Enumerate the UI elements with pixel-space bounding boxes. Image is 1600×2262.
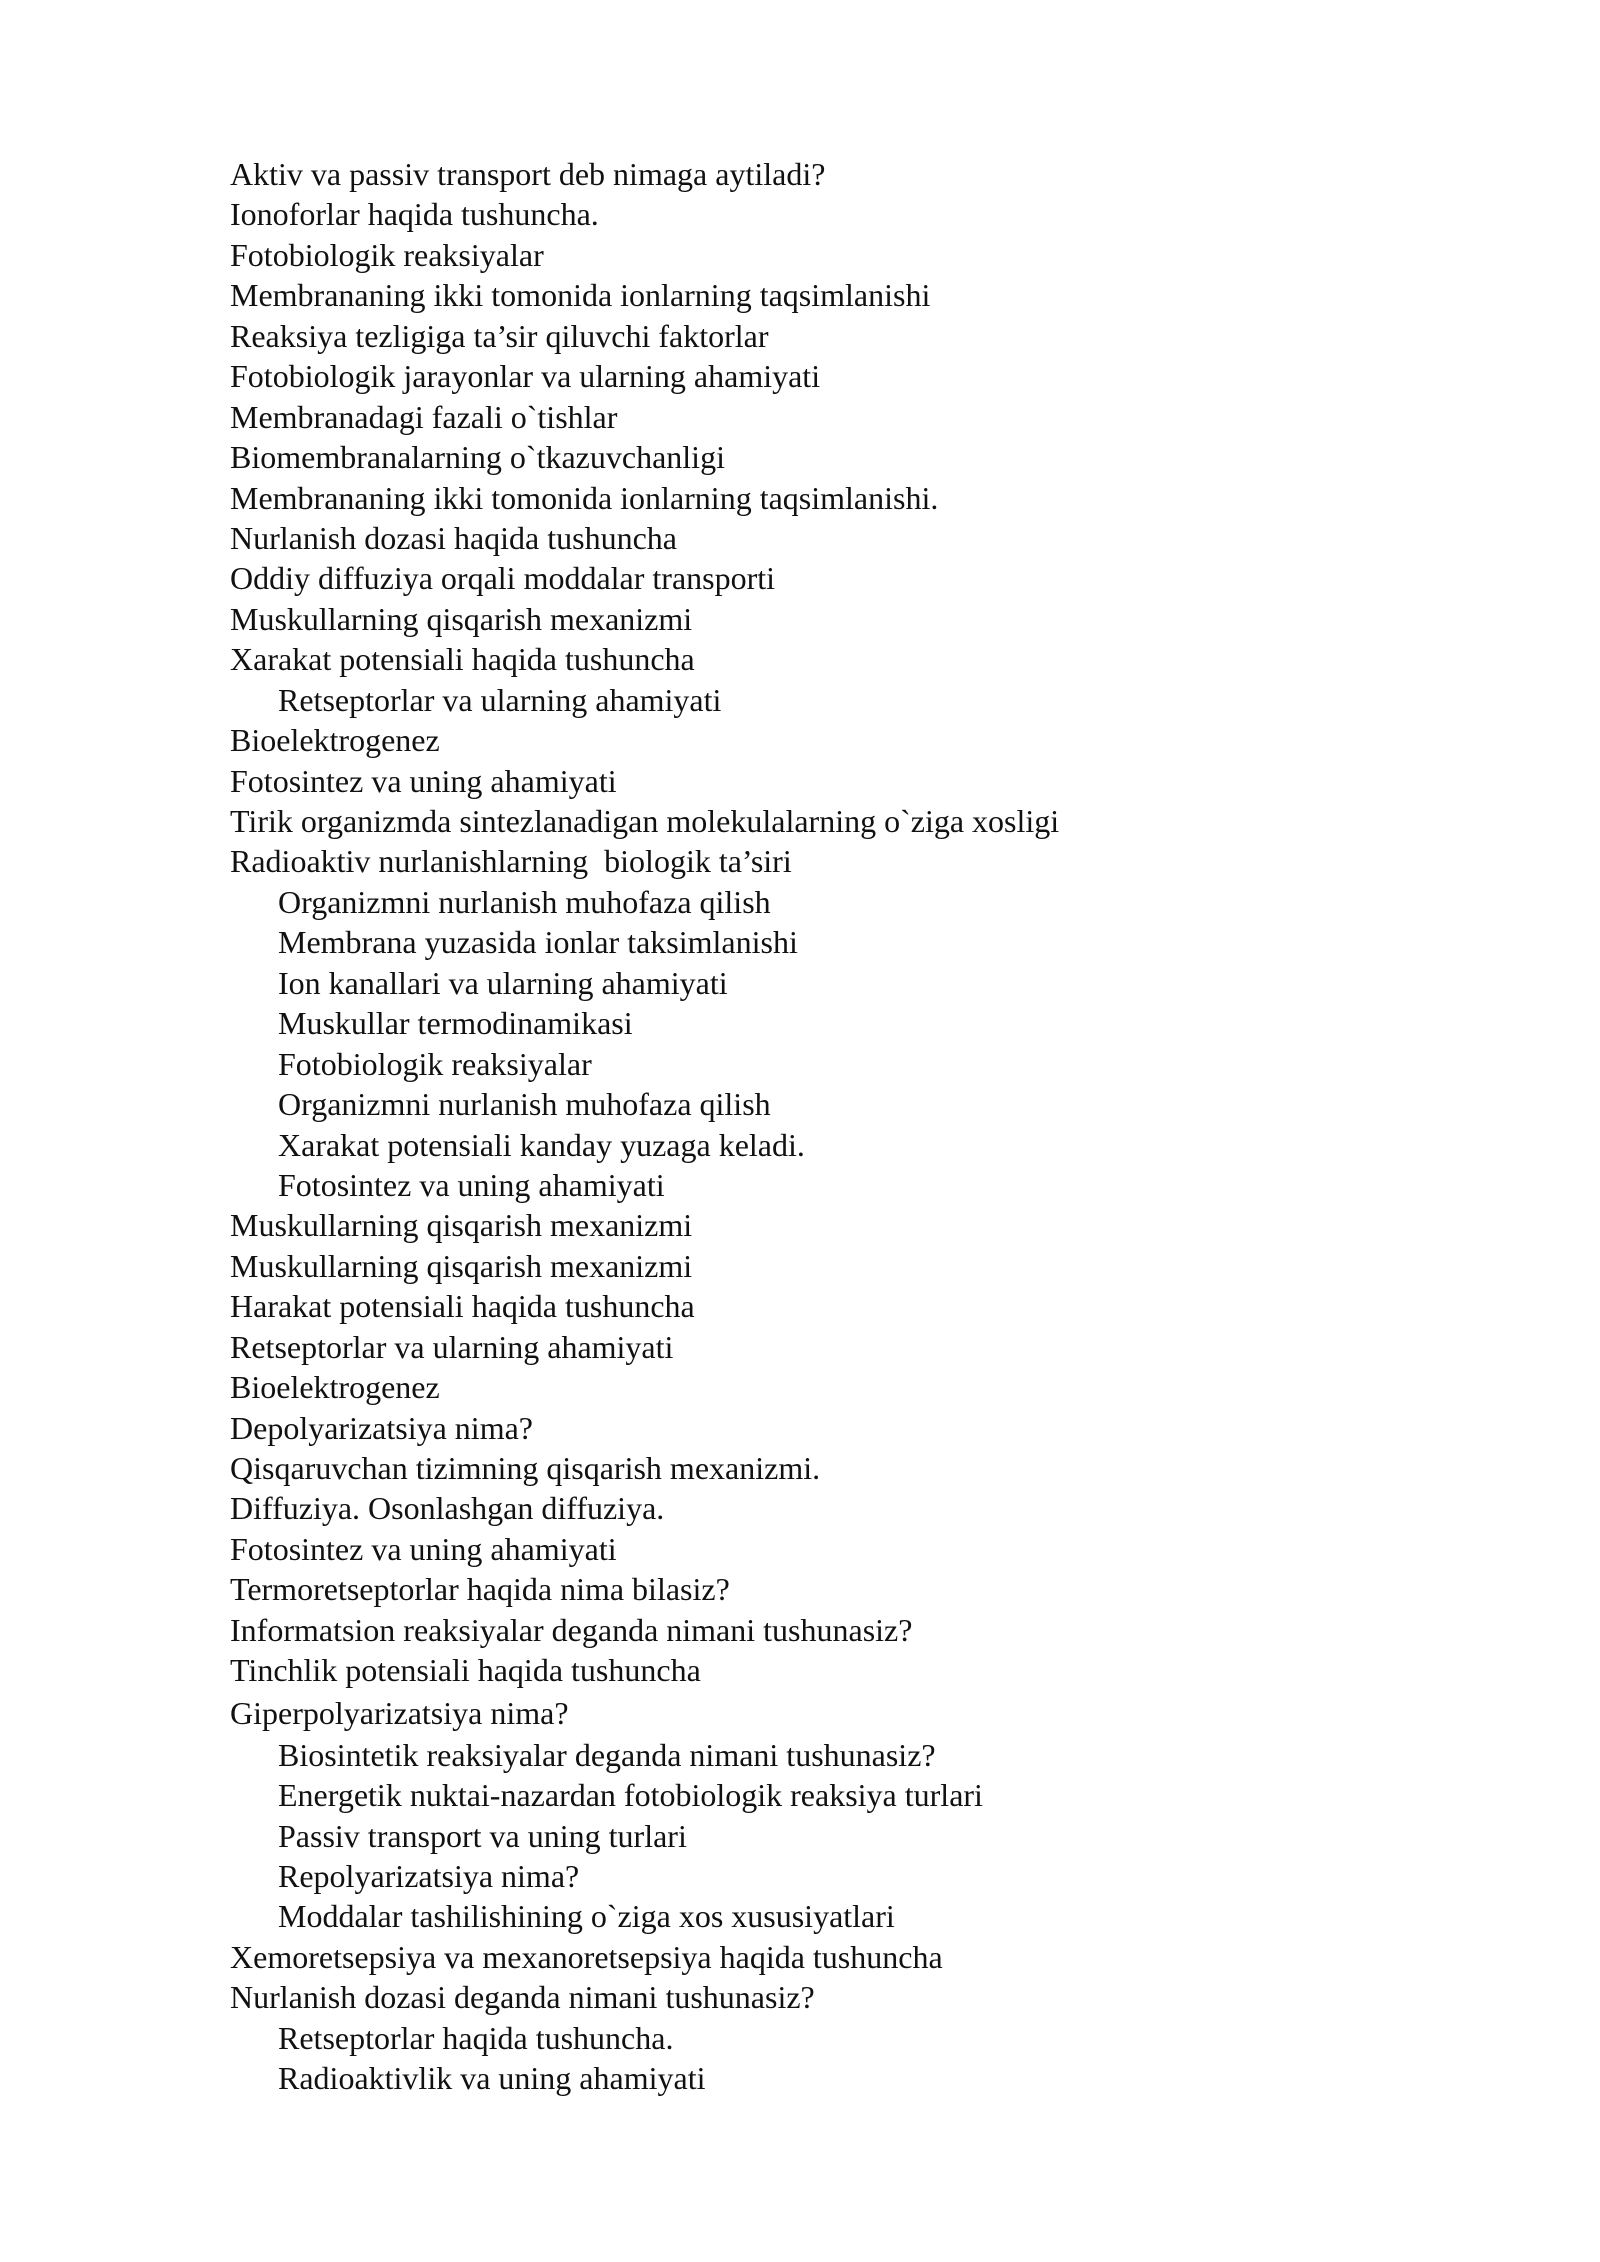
question-item: Diffuziya. Osonlashgan diffuziya. [230, 1490, 665, 1527]
question-item: Biosintetik reaksiyalar deganda nimani tushunasiz? [278, 1736, 936, 1773]
question-item: Oddiy diffuziya orqali moddalar transporti [230, 560, 776, 597]
question-item: Fotobiologik reaksiyalar [278, 1045, 592, 1082]
question-item: Radioaktivlik va uning ahamiyati [278, 2060, 706, 2097]
question-item: Aktiv va passiv transport deb nimaga aytiladi? [230, 156, 826, 192]
question-item: Muskullarning qisqarish mexanizmi [230, 1207, 693, 1244]
question-item: Organizmni nurlanish muhofaza qilish [278, 883, 771, 920]
question-item: Fotobiologik jarayonlar va ularning ahamiyati [230, 358, 821, 395]
question-item: Moddalar tashilishining o`ziga xos xususiyatlari [278, 1898, 895, 1935]
question-item: Qisqaruvchan tizimning qisqarish mexanizmi. [230, 1450, 821, 1486]
question-item: Energetik nuktai-nazardan fotobiologik reaksiya turlari [278, 1777, 983, 1814]
question-item: Fotosintez va uning ahamiyati [230, 762, 617, 799]
question-item: Biomembranalarning o`tkazuvchanligi [230, 439, 725, 476]
question-item: Fotosintez va uning ahamiyati [278, 1166, 665, 1203]
question-item: Membrananing ikki tomonida ionlarning taqsimlanishi. [230, 479, 939, 516]
question-item: Xarakat potensiali haqida tushuncha [230, 641, 695, 678]
question-item: Reaksiya tezligiga ta’sir qiluvchi faktorlar [230, 317, 769, 354]
question-item: Tirik organizmda sintezlanadigan molekulalarning o`ziga xosligi [230, 803, 1060, 839]
question-item: Muskullarning qisqarish mexanizmi [230, 1247, 693, 1284]
question-item: Radioaktiv nurlanishlarning biologik ta’siri [230, 843, 792, 880]
question-item: Ionoforlar haqida tushuncha. [230, 196, 599, 233]
question-item: Giperpolyarizatsiya nima? [230, 1694, 569, 1731]
question-item: Informatsion reaksiyalar deganda nimani tushunasiz? [230, 1611, 913, 1648]
question-item: Fotobiologik reaksiyalar [230, 236, 544, 273]
question-item: Nurlanish dozasi deganda nimani tushunasiz? [230, 1979, 815, 2016]
question-item: Membrana yuzasida ionlar taksimlanishi [278, 924, 798, 961]
question-list [230, 154, 1430, 2099]
question-item: Bioelektrogenez [230, 1369, 440, 1406]
question-item: Retseptorlar haqida tushuncha. [278, 2019, 674, 2056]
question-item: Tinchlik potensiali haqida tushuncha [230, 1652, 701, 1689]
question-item: Muskullar termodinamikasi [278, 1005, 633, 1042]
question-item: Xemoretsepsiya va mexanoretsepsiya haqida tushuncha [230, 1938, 943, 1975]
question-item: Passiv transport va uning turlari [278, 1817, 687, 1854]
question-item: Nurlanish dozasi haqida tushuncha [230, 519, 677, 556]
question-item: Membranadagi fazali o`tishlar [230, 398, 618, 435]
question-item: Xarakat potensiali kanday yuzaga keladi. [278, 1126, 805, 1163]
question-item: Retseptorlar va ularning ahamiyati [278, 681, 722, 718]
question-item: Repolyarizatsiya nima? [278, 1857, 580, 1894]
question-item: Retseptorlar va ularning ahamiyati [230, 1328, 674, 1365]
question-item: Ion kanallari va ularning ahamiyati [278, 964, 728, 1001]
question-item: Membrananing ikki tomonida ionlarning taqsimlanishi [230, 277, 931, 314]
question-item: Termoretseptorlar haqida nima bilasiz? [230, 1571, 730, 1608]
question-item: Muskullarning qisqarish mexanizmi [230, 600, 693, 637]
question-item: Bioelektrogenez [230, 722, 440, 759]
question-item: Fotosintez va uning ahamiyati [230, 1530, 617, 1567]
question-item: Depolyarizatsiya nima? [230, 1409, 533, 1446]
question-item: Harakat potensiali haqida tushuncha [230, 1288, 695, 1325]
question-item: Organizmni nurlanish muhofaza qilish [278, 1086, 771, 1123]
